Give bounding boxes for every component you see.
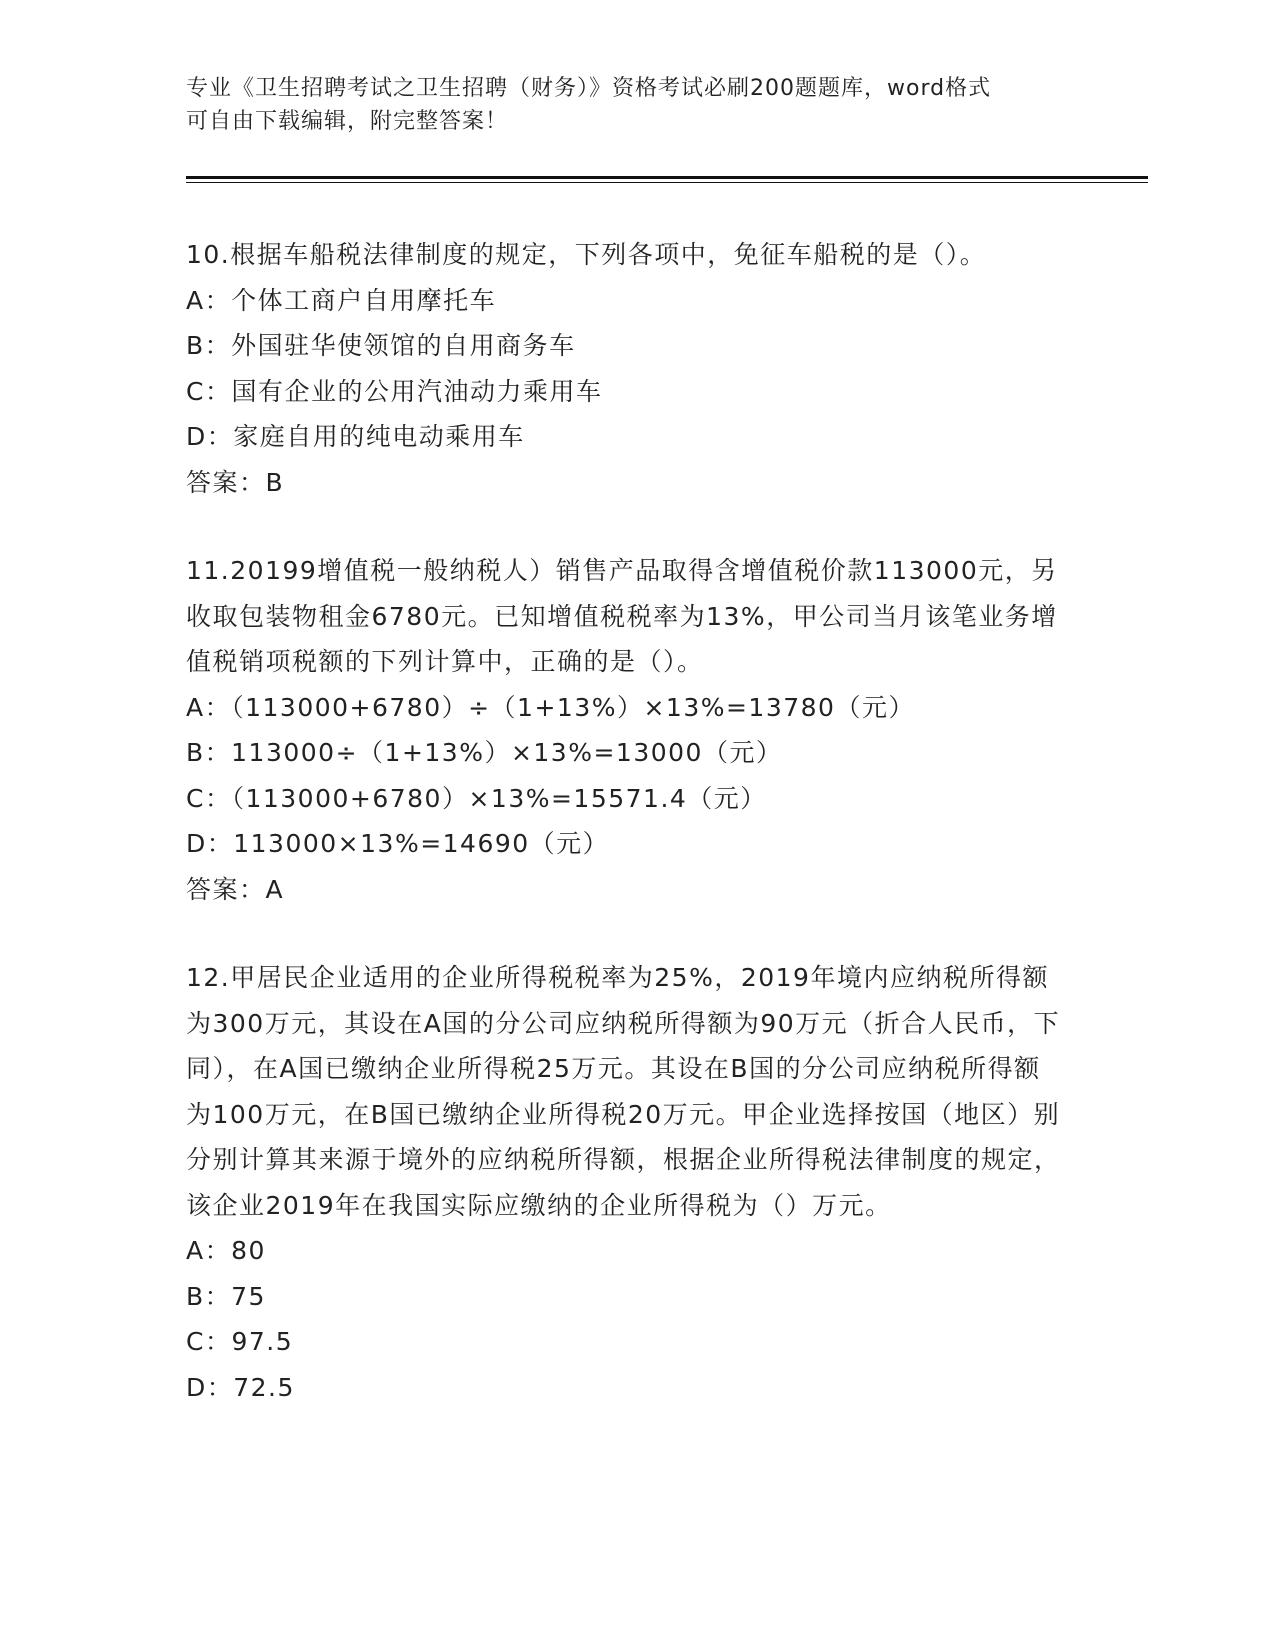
question-stem: 11.20199增值税一般纳税人）销售产品取得含增值税价款113000元，另收取包装物租金6780元。已知增值税税率为13%，甲公司当月该笔业务增值税销项税额的下列计算中，正确的是（）。 (186, 556, 1058, 676)
option-a: A：80 (186, 1236, 266, 1265)
option-d: D：家庭自用的纯电动乘用车 (186, 422, 525, 451)
question-stem: 10.根据车船税法律制度的规定，下列各项中，免征车船税的是（）。 (186, 240, 987, 269)
option-b: B：113000÷（1+13%）×13%=13000（元） (186, 738, 783, 767)
question-stem: 12.甲居民企业适用的企业所得税税率为25%，2019年境内应纳税所得额为300万元，其设在A国的分公司应纳税所得额为90万元（折合人民币，下同），在A国已缴纳企业所得税25万元。其设在B国的分公司应纳税所得额为100万元，在B国已缴纳企业所得税20万元。甲企业选择按国（地区）别分别计算其来源于境外的应纳税所得额，根据企业所得税法律制度的规定，该企业2019年在我国实际应缴纳的企业所得税为（）万元。 (186, 963, 1061, 1220)
question-12 (186, 955, 1066, 1410)
answer-label: 答案：B (186, 467, 285, 497)
option-d: D：72.5 (186, 1372, 295, 1402)
header-divider-thin (186, 182, 1148, 183)
question-list (186, 232, 1066, 1410)
document-header (186, 72, 1066, 138)
answer-label: 答案：A (186, 874, 285, 904)
question-10 (186, 232, 1066, 505)
header-divider-thick (186, 176, 1148, 179)
option-a: A：个体工商户自用摩托车 (186, 285, 497, 315)
option-a: A：（113000+6780）÷（1+13%）×13%=13780（元） (186, 692, 915, 722)
option-b: B：75 (186, 1281, 266, 1311)
question-11 (186, 548, 1066, 912)
option-c: C：（113000+6780）×13%=15571.4（元） (186, 783, 767, 813)
option-b: B：外国驻华使领馆的自用商务车 (186, 331, 576, 360)
option-c: C：97.5 (186, 1327, 294, 1356)
header-line-2: 可自由下载编辑，附完整答案！ (186, 109, 509, 134)
option-d: D：113000×13%=14690（元） (186, 829, 610, 858)
option-c: C：国有企业的公用汽油动力乘用车 (186, 376, 603, 406)
header-line-1: 专业《卫生招聘考试之卫生招聘（财务）》资格考试必刷200题题库，word格式 (186, 76, 992, 101)
